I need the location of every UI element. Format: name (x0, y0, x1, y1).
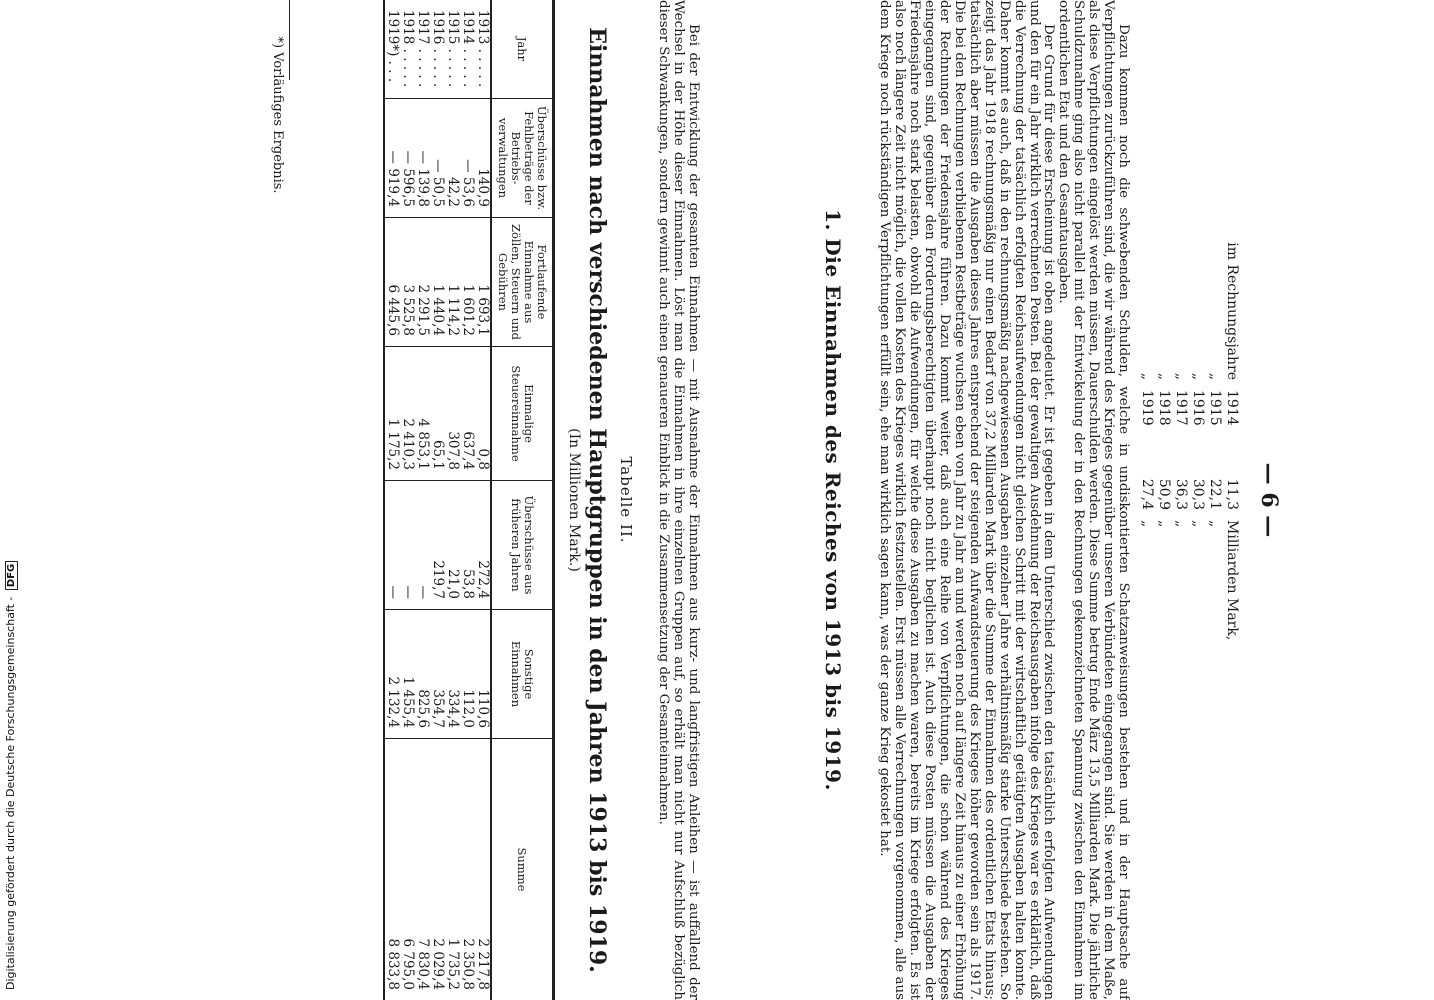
table-cell: 1917 . . . . . (415, 10, 431, 88)
table-cell: 1914 . . . . . (460, 10, 476, 88)
years-row-value: 36,3 (1173, 478, 1189, 510)
table-cell: 8 833,8 (384, 739, 400, 1000)
table-cell: 21,0 (445, 481, 460, 610)
table-cell: — 50,5 (430, 99, 445, 218)
column-header: Überschüsse aus früheren Jahren (491, 481, 554, 610)
table-cell: 1 440,4 (430, 218, 445, 347)
table-cell: — 139,8 (415, 99, 430, 218)
table-cell: 53,8 (460, 481, 475, 610)
dfg-logo: DFG (5, 561, 18, 590)
table-header-row (491, 0, 554, 1000)
years-row-label: „ (1190, 372, 1206, 380)
years-row-unit: „ (1207, 520, 1223, 528)
table-cell: 0,8 (475, 347, 491, 481)
table-cell: 825,6 (415, 610, 430, 739)
table-cell: — 53,6 (460, 99, 475, 218)
column-header: Jahr (491, 0, 554, 99)
table-title: Einnahmen nach verschiedenen Hauptgruppen in den Jahren 1913 bis 1919. (584, 27, 610, 973)
table-row (445, 0, 460, 1000)
years-row-value: 50,9 (1156, 478, 1172, 510)
table-cell: 2 029,4 (430, 739, 445, 1000)
years-row-unit: „ (1139, 520, 1155, 528)
years-row (1223, 160, 1240, 640)
years-row-value: 30,3 (1190, 478, 1206, 510)
years-row-year: 1914 (1224, 390, 1240, 426)
footnote-rule (289, 0, 290, 80)
table-cell: 1 693,1 (475, 218, 491, 347)
table-cell: 334,4 (445, 610, 460, 739)
table-row (475, 0, 491, 1000)
years-row-label: „ (1207, 372, 1223, 380)
table-cell: 272,4 (475, 481, 491, 610)
table-cell: — 596,5 (400, 99, 415, 218)
table-cell: 307,8 (445, 347, 460, 481)
digitization-note (4, 561, 18, 990)
years-row-value: 27,4 (1139, 478, 1155, 510)
years-row-year: 1919 (1139, 390, 1155, 426)
table-cell: 4 853,1 (415, 347, 430, 481)
paragraph: Bei der Entwicklung der gesamten Einnahmen — mit Ausnahme der Einnahmen aus kurz- und langfristigen Anleihen — ist auffallend der Wechsel in der Höhe dieser Einnahmen. Löst man die Einnahmen in ihre einzelnen Gruppen auf, so erhält man nicht nur Aufschluß bezüglich dieser Schwankungen, sondern gewinnt auch einen genaueren Einblick in die Zusammensetzung der Gesamteinnahmen. (656, 0, 701, 1000)
table-cell: — (415, 481, 430, 610)
table-cell: 7 830,4 (415, 739, 430, 1000)
table-cell: 2 410,3 (400, 347, 415, 481)
column-header: Summe (491, 739, 554, 1000)
table-row (415, 0, 430, 1000)
years-row-year: 1918 (1156, 390, 1172, 426)
years-row-year: 1915 (1207, 390, 1223, 426)
table-cell: 6 445,6 (384, 218, 400, 347)
table-row (430, 0, 445, 1000)
table-cell: 637,4 (460, 347, 475, 481)
years-row (1155, 160, 1172, 640)
years-row-value: 11,3 (1224, 478, 1240, 510)
table-cell: 2 217,8 (475, 739, 491, 1000)
table-cell: 1913 . . . . . (475, 10, 491, 88)
paragraph: Der Grund für diese Erscheinung ist oben angedeutet. Er ist gegeben in dem Unterschied zwischen den tatsächlich erfolgten Aufwendungen und den für ein Jahr wirklich verrechneten Posten. Bei der gewaltigen Ausdehnung der Reichsausgaben infolge des Krieges war es erklärlich, daß die Verrechnung der tatsächlich erfolgten Reichsaufwendungen nicht gleichen Schritt mit der wirtschaftlich getätigten Ausgaben halten konnte. Daher kommt es auch, daß in den rechnungsmäßig nachgewiesenen Ausgaben einzelner Jahre verhältnismäßig starke Unterschiede bestehen. So zeigt das Jahr 1918 rechnungsmäßig nur einen Bedarf von 37,2 Milliarden Mark über die Summe der Einnahmen des ordentlichen Etats hinaus; tatsächlich aber müssen die Ausgaben dieses Jahres entsprechend der steigenden Aufwandsteuerung des Krieges höher geworden sein als 1917. Die bei den Rechnungen verbliebenen Restbeträge wuchsen eben von Jahr zu Jahr an und werden noch auf längere Zeit hinaus zu einer Erhöhung der Rechnungen der Friedensjahre führen. Dazu kommt weiter, daß auch eine Reihe von Verpflichtungen, die schon während des Krieges eingegangen sind, gegenüber den Forderungsberechtigten überhaupt noch nicht beglichen ist. Auch diese Posten müssen die Ausgaben der Friedensjahre noch stark belasten, obwohl die Aufwendungen, für welche diese Ausgaben zu machen waren, bereits im Kriege erfolgten. Es ist also noch längere Zeit nicht möglich, die vollen Kosten des Krieges wirklich festzustellen. Erst müssen alle Verrechnungen vorgenommen, alle aus dem Kriege noch rückständigen Verpflichtungen erfüllt sein, ehe man wirklich sagen kann, was der ganze Krieg gekostet hat. (877, 0, 1057, 1000)
table-cell: 65,1 (430, 347, 445, 481)
years-row-year: 1917 (1173, 390, 1189, 426)
years-row-unit: „ (1190, 520, 1206, 528)
table-cell: 1915 . . . . . (445, 10, 461, 88)
income-table (383, 0, 555, 1000)
table-unit: (In Millionen Mark.) (566, 428, 582, 572)
paragraph: Dazu kommen noch die schwebenden Schulden, welche in undiskontierten Schatzanweisungen bestehen und in der Hauptsache auf Verpflichtungen zurückzuführen sind, die wir während des Krieges gegenüber unseren Verbündeten eingegangen sind. Sie werden in dem Maße, als diese Verpflichtungen eingelöst werden müssen, Dauerschulden werden. Diese Summe betrug Ende März 13,5 Milliarden Mark. Die jährliche Schuldzunahme ging also nicht parallel mit der Entwickelung der in den Rechnungen gekennzeichneten Spannung zwischen den Einnahmen im ordentlichen Etat und den Gesamtausgaben. (1056, 0, 1131, 1000)
table-label: Tabelle II. (617, 456, 635, 544)
table-cell: 112,0 (460, 610, 475, 739)
table-cell: 140,9 (475, 99, 491, 218)
years-row-label: im Rechnungsjahre (1224, 242, 1240, 380)
table-cell: 110,6 (475, 610, 491, 739)
table-row (400, 0, 415, 1000)
table-cell: 42,2 (445, 99, 460, 218)
table-cell: 2 291,5 (415, 218, 430, 347)
table-row (460, 0, 475, 1000)
table-cell: — (384, 481, 400, 610)
digitization-text: Digitalisierung gefördert durch die Deutsche Forschungsgemeinschaft - (4, 596, 17, 990)
years-row-year: 1916 (1190, 390, 1206, 426)
footnote: *) Vorläufiges Ergebnis. (270, 36, 285, 194)
table-cell: 2 132,4 (384, 610, 400, 739)
table-cell: — (400, 481, 415, 610)
table-cell: 1919*) . . . (384, 0, 400, 99)
years-row-unit: „ (1156, 520, 1172, 528)
years-row-label: „ (1139, 372, 1155, 380)
table-cell: 6 795,0 (400, 739, 415, 1000)
table-cell: 3 525,8 (400, 218, 415, 347)
years-row (1189, 160, 1206, 640)
section-heading: 1. Die Einnahmen des Reiches von 1913 bis 1919. (821, 209, 845, 791)
column-header: Fortlaufende Einnahme aus Zöllen, Steuern und Gebühren (491, 218, 554, 347)
table-cell: 1 175,2 (384, 347, 400, 481)
table-cell: 1 735,2 (445, 739, 460, 1000)
years-row-label: „ (1156, 372, 1172, 380)
years-list (1138, 160, 1240, 640)
years-row-label: „ (1173, 372, 1189, 380)
table-cell: 1918 . . . . . (400, 10, 416, 88)
table-row (384, 0, 400, 1000)
table-cell: 1 601,2 (460, 218, 475, 347)
table-cell: 354,7 (430, 610, 445, 739)
table-cell: 219,7 (430, 481, 445, 610)
years-row-unit: Milliarden Mark, (1224, 520, 1240, 641)
years-row (1206, 160, 1223, 640)
column-header: Sonstige Einnahmen (491, 610, 554, 739)
column-header: Überschüsse bzw. Fehlbeträge der Betriebsverwaltungen (491, 99, 554, 218)
table-cell: 2 350,8 (460, 739, 475, 1000)
column-header: Einmalige Steuereinnahme (491, 347, 554, 481)
table-cell: 1916 . . . . . (430, 10, 446, 88)
years-row (1138, 160, 1155, 640)
years-row-unit: „ (1173, 520, 1189, 528)
table-cell: — 919,4 (384, 99, 400, 218)
years-row-value: 22,1 (1207, 478, 1223, 510)
table-cell: 1 114,2 (445, 218, 460, 347)
body-text-2 (655, 0, 700, 1000)
table-cell: 1 455,4 (400, 610, 415, 739)
body-text (877, 0, 1130, 1000)
page-number: — 6 — (1256, 462, 1282, 538)
years-row (1172, 160, 1189, 640)
